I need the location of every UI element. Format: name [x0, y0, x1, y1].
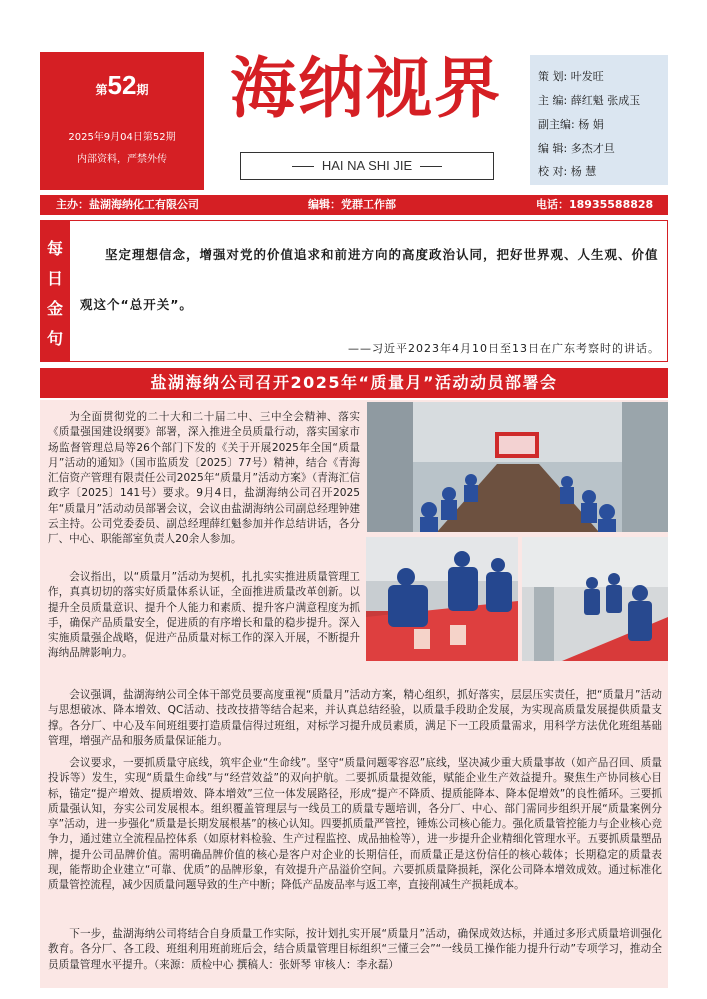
- issue-note: 内部资料，严禁外传: [77, 154, 167, 165]
- issue-number: 第52期: [95, 70, 149, 100]
- daily-quote-source: ——习近平2023年4月10日至13日在广东考察时的讲话。: [348, 342, 660, 355]
- staff-planner: 策 划: 叶发旺: [538, 70, 604, 83]
- info-bar: [40, 195, 668, 215]
- article-title: 盐湖海纳公司召开2025年“质量月”活动动员部署会: [40, 368, 668, 398]
- staff-box: [530, 55, 668, 185]
- issue-box: [40, 52, 204, 190]
- phone-label: 电话：18935588828: [536, 198, 654, 211]
- banner-signing-photo-left: [366, 537, 518, 661]
- daily-quote-label: 每 日 金 句: [40, 220, 70, 362]
- article-paragraph-4: 会议要求，一要抓质量守底线，筑牢企业“生命线”。坚守“质量问题零容忍”底线，坚决减少重大质量事故（如产品召回、质量投诉等）发生，实现“质量生命线”与“经营效益”的双向护航。二要抓质量提效能，赋能企业生产效益提升。聚焦生产协同核心目标，锚定“提产增效、提质增效、降本增效”三位一体发展路径，形成“提产不降质、提质能降本、降本促增效”的良性循环。三要抓质量强认知，夯实公司发展根本。组织覆盖管理层与一线员工的质量专题培训，各分厂、中心、部门需同步组织开展“质量案例分享”活动，进一步强化“质量是长期发展根基”的核心认知。四要抓质量严管控，锤炼公司核心能力。强化质量管控能力与企业核心竞争力，通过建立全流程品控体系（如原材料检验、生产过程监控、成品抽检等），进一步提升企业精细化管理水平。五要抓质量塑品牌，提升公司品牌价值。需明确品牌价值的核心是客户对企业的长期信任，而质量正是这份信任的核心载体；长期稳定的质量表现，能帮助企业建立“可靠、优质”的品牌形象，有效提升产品溢价空间。六要抓质量降损耗，深化公司降本增效成效。通过标准化质量管控流程，减少因质量问题导致的生产中断；降低产品废品率与返工率，直接削减生产损耗成本。: [48, 757, 662, 892]
- article-paragraph-2: 会议指出，以“质量月”活动为契机，扎扎实实推进质量管理工作，真真切切的落实好质量体系认证，全面推进质量改革创新。以提升全员质量意识、提升个人能力和素质、提升客户满意程度为抓手，确保产品质量安全，促进质的有序增长和量的稳步提升。深入实施质量强企战略，促进产品质量对标工作的深入开展，不断提升海纳品牌影响力。: [48, 571, 360, 660]
- staff-deputy-editor: 副主编: 杨 娟: [538, 118, 604, 131]
- masthead-pinyin: HAI NA SHI JIE: [240, 152, 494, 180]
- banner-signing-photo-right: [522, 537, 668, 661]
- host-label: 主办：盐湖海纳化工有限公司: [56, 198, 199, 211]
- daily-quote-text: 坚定理想信念，增强对党的价值追求和前进方向的高度政治认同，把好世界观、人生观、价值观这个“总开关”。: [80, 247, 659, 312]
- article-paragraph-5: 下一步，盐湖海纳公司将结合自身质量工作实际，按计划扎实开展“质量月”活动，确保成效达标，并通过多形式质量培训强化教育。各分厂、各工段、班组利用班前班后会，结合质量管理目标组织“三懂三会”“一线员工操作能力提升行动”专项学习，推动全员质量管理水平提升。（来源：质检中心 撰稿人：张妍琴 审核人：李永磊）: [48, 928, 662, 971]
- article-paragraph-1: 为全面贯彻党的二十大和二十届二中、三中全会精神、落实《质量强国建设纲要》部署，深入推进全员质量行动，落实国家市场监督管理总局等26个部门下发的《关于开展2025年全国“质量月”活动的通知》（国市监质发〔2025〕77号）精神，结合《青海汇信资产管理有限责任公司2025年“质量月”活动方案》（青海汇信政字〔2025〕141号）要求。9月4日，盐湖海纳公司召开2025年“质量月”活动动员部署会议，会议由盐湖海纳公司副总经理钟建云主持。公司党委委员、副总经理薛红魁参加并作总结讲话，各分厂、中心、职能部室负责人20余人参加。: [48, 411, 360, 546]
- staff-proofreader: 校 对: 杨 慧: [538, 165, 597, 178]
- editor-label: 编辑：党群工作部: [308, 198, 396, 211]
- meeting-room-photo: [367, 402, 668, 532]
- article-paragraph-3: 会议强调，盐湖海纳公司全体干部党员要高度重视“质量月”活动方案，精心组织，抓好落实，层层压实责任，把“质量月”活动与思想破冰、降本增效、QC活动、技改技措等结合起来，并认真总结经验，以质量手段助企发展，为实现高质量发展提供质量支撑。各分厂、中心及车间班组要打造质量信得过班组，对标学习提升成员素质，满足下一工段质量需求，用科学方法优化班组基础管理，增强产品和服务质量保证能力。: [48, 689, 662, 747]
- staff-chief-editor: 主 编: 薛红魁 张成玉: [538, 94, 641, 107]
- masthead-title: 海纳视界: [230, 50, 502, 127]
- dash-left-icon: [292, 166, 314, 167]
- dash-right-icon: [420, 166, 442, 167]
- issue-date: 2025年9月04日第52期: [68, 132, 176, 143]
- staff-editor: 编 辑: 多杰才旦: [538, 142, 615, 155]
